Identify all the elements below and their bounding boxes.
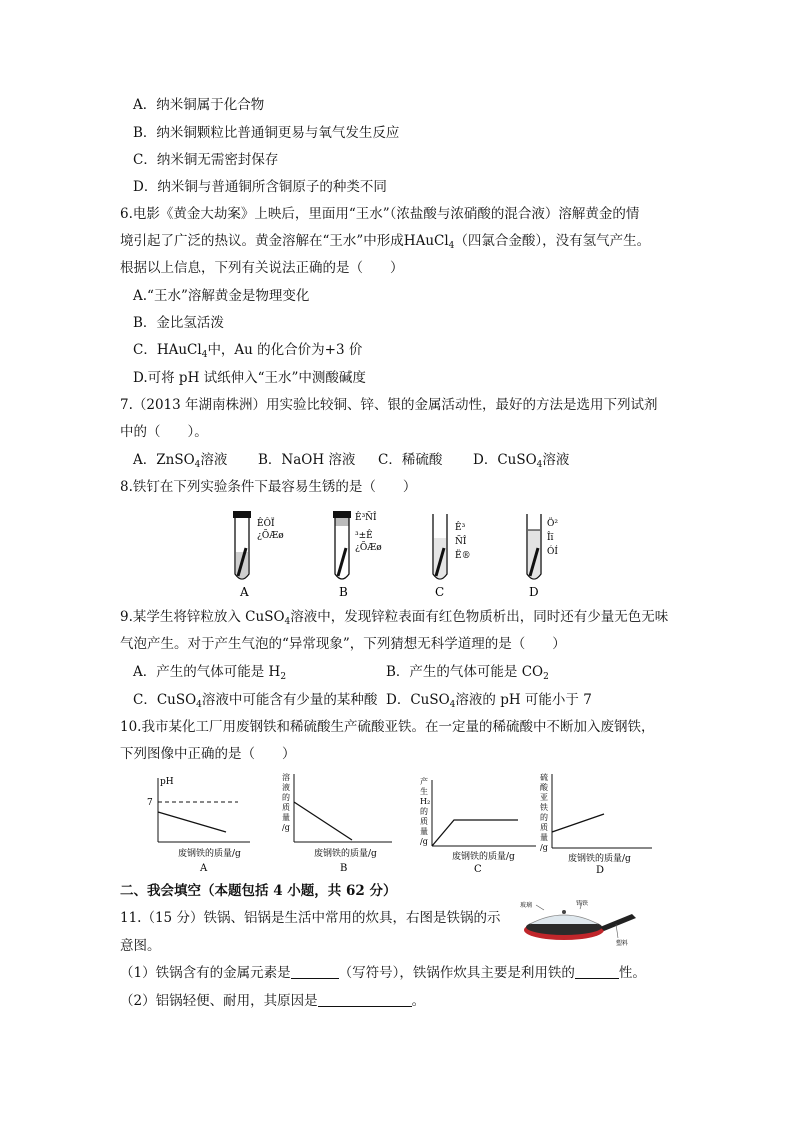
q7-stem-line2: 中的（ ）。 [120, 424, 208, 440]
graph-a-xlabel: 废钢铁的质量/g [178, 849, 241, 859]
tube-a-letter: A [240, 585, 249, 599]
graph-b-letter: B [340, 863, 348, 874]
tube-c-label-1: Ê³ [455, 523, 466, 533]
section-2-heading: 二、我会填空（本题包括 4 小题，共 62 分） [120, 883, 397, 899]
tube-d-label-2: Îï [547, 533, 554, 543]
tube-d-label-3: ÓÍ [547, 547, 558, 557]
q7-option-d: D．CuSO$_4$溶液 [473, 452, 570, 470]
graph-c-ylabel: 产生 H₂ 的质量/g [420, 777, 431, 846]
q6-option-b: B．金比氢活泼 [133, 315, 224, 331]
q9-stem-line1: 9.某学生将锌粒放入 CuSO$_4$溶液中，发现锌粒表面有红色物质析出，同时还有少量无色无味 [120, 609, 669, 627]
graph-b-xlabel: 废钢铁的质量/g [314, 849, 377, 859]
q6-option-c: C．HAuCl$_4$中，Au 的化合价为+3 价 [133, 342, 363, 360]
q6-option-d: D.可将 pH 试纸伸入“王水”中测酸碱度 [133, 370, 366, 386]
graph-d [540, 772, 652, 876]
graph-c [420, 776, 536, 875]
q9-option-a: A．产生的气体可能是 $H_2$ [133, 664, 287, 682]
q10-graphs-figure [138, 770, 658, 878]
q5-option-b: B．纳米铜颗粒比普通铜更易与氧气发生反应 [133, 125, 400, 141]
frying-pan-figure [520, 900, 640, 948]
graph-b-ylabel: 溶液的质量/g [282, 773, 290, 832]
tube-b-label-3: ¿ÕÆø [355, 543, 382, 553]
graph-c-xlabel: 废钢铁的质量/g [452, 852, 515, 862]
graph-b [282, 772, 392, 874]
q9-option-c: C．CuSO$_4$溶液中可能含有少量的某种酸 [133, 692, 378, 710]
q7-stem-line1: 7.（2013 年湖南株洲）用实验比较铜、锌、银的金属活动性，最好的方法是选用下列试剂 [120, 397, 658, 413]
tube-c-label-3: Ë® [455, 551, 471, 561]
tube-d-letter: D [529, 585, 539, 599]
tube-c-letter: C [435, 585, 445, 599]
q7-option-a: A．ZnSO$_4$溶液 [133, 452, 228, 470]
q7-option-b: B．NaOH 溶液 [258, 452, 356, 468]
blank-metal-element[interactable] [291, 964, 339, 979]
tube-b-label-1: Ê³ÑÎ [355, 513, 377, 523]
q7-option-c: C．稀硫酸 [378, 452, 443, 468]
tube-a-label-1: ÊÔÏ [257, 519, 275, 529]
q5-option-d: D．纳米铜与普通铜所含铜原子的种类不同 [133, 179, 387, 195]
q6-stem-line2: 境引起了广泛的热议。黄金溶解在“王水”中形成HAuCl$_4$（四氯合金酸），没有氢气产生。 [120, 233, 651, 251]
tube-d [527, 514, 558, 599]
q8-test-tube-figure [225, 508, 565, 600]
q11-stem-line1: 11.（15 分）铁锅、铝锅是生活中常用的炊具，右图是铁锅的示 [120, 910, 501, 926]
q9-option-b: B．产生的气体可能是 $CO_2$ [386, 664, 549, 682]
graph-d-ylabel: 硫酸亚铁的质量/g [540, 773, 548, 852]
graph-d-letter: D [596, 865, 605, 876]
graph-c-letter: C [474, 864, 482, 875]
graph-d-xlabel: 废钢铁的质量/g [568, 854, 631, 864]
q10-stem-line1: 10.我市某化工厂用废钢铁和稀硫酸生产硫酸亚铁。在一定量的稀硫酸中不断加入废钢铁， [120, 719, 655, 735]
tube-c-label-2: ÑÎ [455, 537, 467, 547]
tube-b-label-2: ³±Ê [355, 531, 373, 541]
tube-b-letter: B [339, 585, 348, 599]
q9-option-d: D．CuSO$_4$溶液的 pH 可能小于 7 [386, 692, 592, 710]
tube-d-label-1: Ö² [547, 519, 558, 529]
q5-option-a: A．纳米铜属于化合物 [133, 97, 265, 113]
graph-a-mark: 7 [147, 798, 153, 808]
tube-c [433, 514, 471, 599]
graph-a-letter: A [200, 863, 208, 874]
graph-a [147, 777, 250, 874]
q5-option-c: C．纳米铜无需密封保存 [133, 152, 279, 168]
graph-a-ylabel: pH [160, 777, 174, 787]
q11-part2: （2）铝锅轻便、耐用，其原因是 。 [120, 993, 426, 1009]
q10-stem-line2: 下列图像中正确的是（ ） [120, 746, 296, 762]
blank-property[interactable] [575, 964, 619, 979]
q11-stem-line2: 意图。 [120, 938, 161, 954]
tube-a-label-2: ¿ÕÆø [257, 531, 284, 541]
q11-part1: （1）铁锅含有的金属元素是 （写符号），铁锅作炊具主要是利用铁的 性。 [120, 965, 646, 981]
pan-label-plastic: 塑料 [616, 940, 629, 947]
tube-b [333, 511, 382, 599]
q9-stem-line2: 气泡产生。对于产生气泡的“异常现象”，下列猜想无科学道理的是（ ） [120, 636, 566, 652]
blank-aluminum-reason[interactable] [318, 992, 412, 1007]
pan-label-glass: 玻璃 [520, 902, 533, 909]
tube-a [233, 511, 284, 599]
q6-stem-line1: 6.电影《黄金大劫案》上映后，里面用“王水”（浓盐酸与浓硝酸的混合液）溶解黄金的情 [120, 206, 640, 222]
pan-label-iron: 铸铁 [576, 900, 589, 907]
q8-stem: 8.铁钉在下列实验条件下最容易生锈的是（ ） [120, 479, 417, 495]
q6-stem-line3: 根据以上信息，下列有关说法正确的是（ ） [120, 260, 404, 276]
q6-option-a: A.“王水”溶解黄金是物理变化 [133, 288, 310, 304]
